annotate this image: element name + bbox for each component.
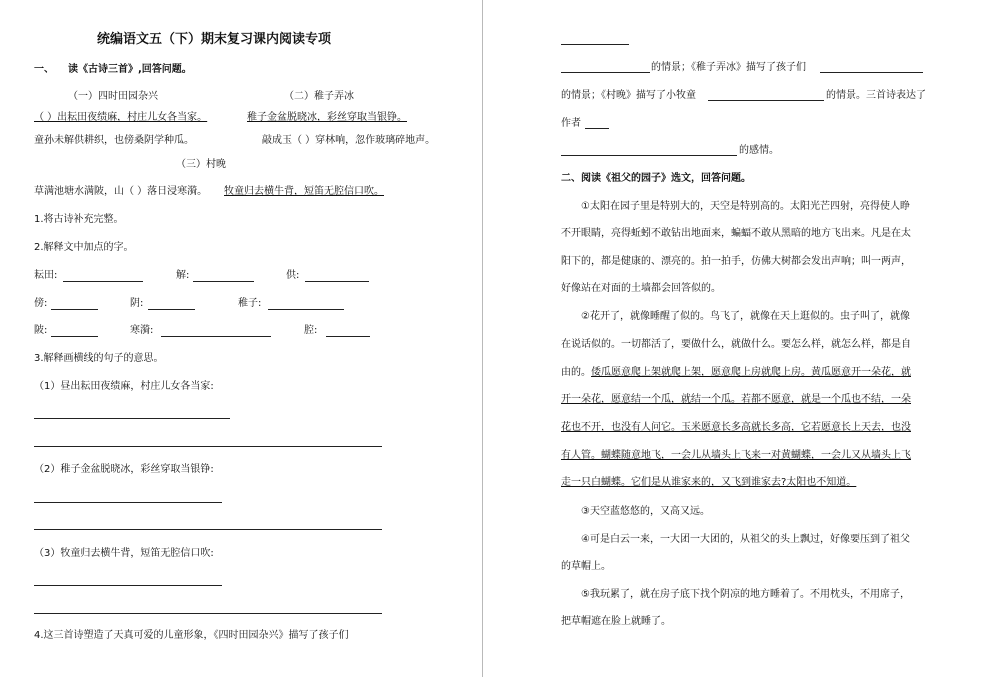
question-3-2: （2）稚子金盆脱晓冰，彩丝穿取当银铮: xyxy=(34,464,214,475)
answer-line-3-3-b[interactable] xyxy=(34,613,382,614)
answer-line-4-kids-1[interactable] xyxy=(561,72,650,73)
p1-line-4: 好像站在对面的土墙都会回答似的。 xyxy=(561,283,721,294)
word-label-bang: 傍: xyxy=(34,298,48,309)
answer-line-3-2-b[interactable] xyxy=(34,529,382,530)
word-label-bei: 陂: xyxy=(34,325,48,336)
poem-1-title: （一）四时田园杂兴 xyxy=(68,91,158,102)
p2-line-4: 开一朵花，愿意结一个瓜，就结一个瓜。若都不愿意，就是一个瓜也不结，一朵 xyxy=(561,394,911,405)
answer-line-4-top[interactable] xyxy=(561,44,629,45)
question-1: 1.将古诗补充完整。 xyxy=(34,214,124,225)
p2-line-3-plain: 由的。 xyxy=(561,367,591,378)
question-3: 3.解释画横线的句子的意思。 xyxy=(34,353,164,364)
p4-line-1: ④可是白云一来，一大团一大团的，从祖父的头上飘过，好像要压到了祖父 xyxy=(581,534,910,545)
word-label-yin: 阴: xyxy=(130,298,144,309)
p4-line-2: 的草帽上。 xyxy=(561,561,611,572)
poem-2-line-1: 稚子金盆脱晓冰，彩丝穿取当银铮。 xyxy=(247,112,407,123)
poem-3-line-a: 草满池塘水满陂，山（ ）落日浸寒漪。 xyxy=(34,186,208,197)
blank-gong[interactable] xyxy=(305,281,369,282)
word-label-gong: 供: xyxy=(286,270,300,281)
poem-1-line-2: 童孙未解供耕织，也傍桑阴学种瓜。 xyxy=(34,135,194,146)
p2-line-5: 花也不开，也没有人问它。玉米愿意长多高就长多高，它若愿意长上天去，也没 xyxy=(561,422,911,433)
answer-line-3-1-b[interactable] xyxy=(34,446,382,447)
question-4: 4.这三首诗塑造了天真可爱的儿童形象，《四时田园杂兴》描写了孩子们 xyxy=(34,630,349,641)
question-3-3: （3）牧童归去横牛背，短笛无腔信口吹: xyxy=(34,548,214,559)
blank-jie[interactable] xyxy=(193,281,254,282)
poem-3-line-b: 牧童归去横牛背，短笛无腔信口吹。 xyxy=(224,186,384,197)
question-2: 2.解释文中加点的字。 xyxy=(34,242,134,253)
blank-yuntian[interactable] xyxy=(63,281,143,282)
p5-line-2: 把草帽遮在脸上就睡了。 xyxy=(561,616,671,627)
q4-cont-3: 作者 xyxy=(561,118,581,129)
p2-line-1: ②花开了，就像睡醒了似的。鸟飞了，就像在天上逛似的。虫子叫了，就像 xyxy=(581,311,910,322)
q4-cont-4: 的感情。 xyxy=(739,145,779,156)
blank-yin[interactable] xyxy=(148,309,195,310)
p1-line-2: 不开眼睛，亮得蚯蚓不敢钻出地面来，蝙蝠不敢从黑暗的地方飞出来。凡是在太 xyxy=(561,228,911,239)
word-label-hanyi: 寒漪: xyxy=(130,325,154,336)
blank-hanyi[interactable] xyxy=(161,336,271,337)
poem-1-line-1: （ ）出耘田夜绩麻，村庄儿女各当家。 xyxy=(34,112,208,123)
poem-2-title: （二）稚子弄冰 xyxy=(284,91,354,102)
answer-line-4-kids-2[interactable] xyxy=(820,72,923,73)
poem-2-line-2: 敲成玉（ ）穿林响，忽作玻璃碎地声。 xyxy=(262,135,436,146)
q4-cont-1: 的情景；《稚子弄冰》描写了孩子们 xyxy=(651,62,806,73)
blank-qiang[interactable] xyxy=(326,336,370,337)
page-divider xyxy=(482,0,483,677)
answer-line-4-shepherd[interactable] xyxy=(708,100,824,101)
word-label-qiang: 腔: xyxy=(304,325,318,336)
section-1-heading: 读《古诗三首》,回答问题。 xyxy=(68,64,192,75)
blank-zhizi[interactable] xyxy=(268,309,344,310)
section-1-number: 一、 xyxy=(34,64,54,75)
word-label-jie: 解: xyxy=(176,270,190,281)
answer-line-4-author[interactable] xyxy=(585,128,609,129)
p1-line-1: ①太阳在园子里是特别大的，天空是特别高的。太阳光芒四射，亮得使人睁 xyxy=(581,201,910,212)
answer-line-4-feeling[interactable] xyxy=(561,155,737,156)
p2-line-2: 在说话似的。一切都活了，要做什么，就做什么。要怎么样，就怎么样，都是自 xyxy=(561,339,911,350)
poem-3-title: （三）村晚 xyxy=(176,159,226,170)
p1-line-3: 阳下的，都是健康的、漂亮的。拍一拍手，仿佛大树都会发出声响；叫一两声， xyxy=(561,256,911,267)
p3-line-1: ③天空蓝悠悠的，又高又远。 xyxy=(581,506,710,517)
q4-cont-2b: 的情景。三首诗表达了 xyxy=(826,90,926,101)
blank-bei[interactable] xyxy=(51,336,98,337)
section-2-heading: 二、阅读《祖父的园子》选文，回答问题。 xyxy=(561,173,751,184)
word-label-zhizi: 稚子: xyxy=(238,298,262,309)
q4-cont-2a: 的情景；《村晚》描写了小牧童 xyxy=(561,90,696,101)
blank-bang[interactable] xyxy=(51,309,98,310)
answer-line-3-2-a[interactable] xyxy=(34,502,222,503)
question-3-1: （1）昼出耘田夜绩麻，村庄儿女各当家: xyxy=(34,381,214,392)
answer-line-3-1-a[interactable] xyxy=(34,418,230,419)
p2-line-3-underlined: 倭瓜愿意爬上架就爬上架，愿意爬上房就爬上房。黄瓜愿意开一朵花，就 xyxy=(591,367,911,378)
answer-line-3-3-a[interactable] xyxy=(34,585,222,586)
word-label-yuntian: 耘田: xyxy=(34,270,58,281)
p2-line-7: 走一只白蝴蝶。它们是从谁家来的，又飞到谁家去?太阳也不知道。 xyxy=(561,477,857,488)
p2-line-6: 有人管。蝴蝶随意地飞，一会儿从墙头上飞来一对黄蝴蝶，一会儿又从墙头上飞 xyxy=(561,450,911,461)
page-title: 统编语文五（下）期末复习课内阅读专项 xyxy=(97,32,332,47)
p5-line-1: ⑤我玩累了，就在房子底下找个阴凉的地方睡着了。不用枕头，不用席子， xyxy=(581,589,910,600)
